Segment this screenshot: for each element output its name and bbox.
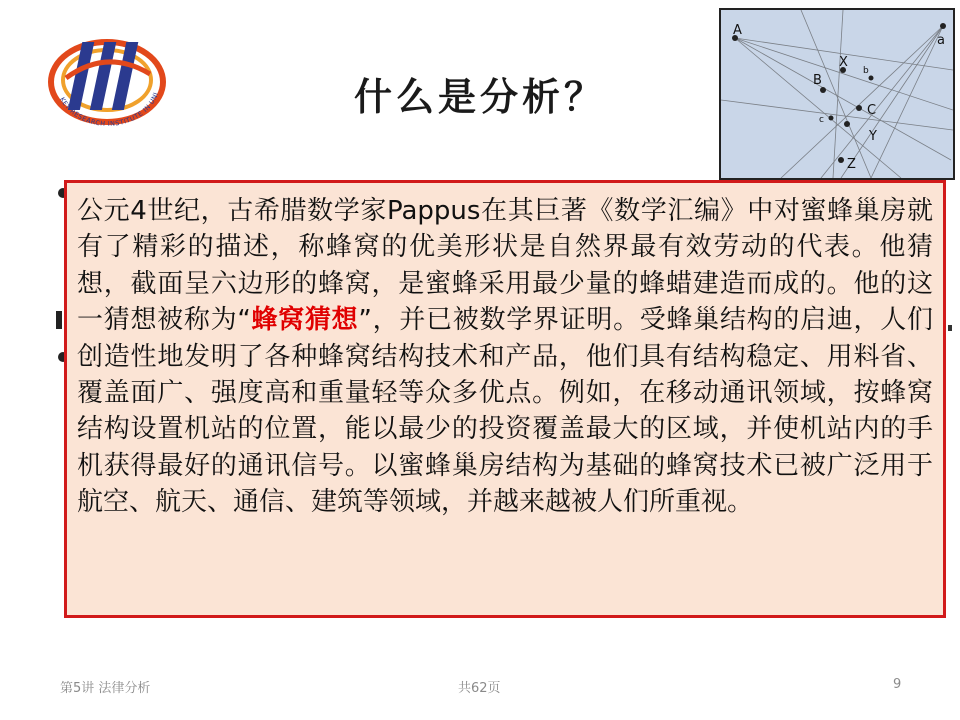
footer-lecture: 第5讲 法律分析 (60, 681, 151, 696)
point-label: X (839, 55, 848, 70)
honeycomb-callout (64, 180, 946, 618)
footer-total-pages: 共62页 (458, 681, 501, 696)
obscured-slide-text (946, 313, 958, 343)
logo-arc-text: KEY RESEARCH INSTITUTE IN UNI (58, 91, 161, 128)
point-label: b (863, 66, 869, 76)
point-label: c (819, 115, 824, 125)
point-label: Y (869, 129, 877, 144)
point-label: C (867, 103, 877, 118)
footer-page-number: 9 (893, 677, 902, 692)
honeycomb-conjecture-highlight: 蜂窝猜想 (250, 305, 359, 336)
point-label: A (733, 23, 742, 38)
point-label: a (937, 33, 945, 48)
callout-paragraph (77, 193, 933, 521)
callout-text-after: ”，并已被数学界证明。受蜂巢结构的启迪，人们创造性地发明了各种蜂窝结构技术和产品，他们具有结构稳定、用料省、覆盖面广、强度高和重量轻等众多优点。例如，在移动通讯领域，按蜂窝结构设置机站的位置，能以最少的投资覆盖最大的区域，并使机站内的手机获得最好的通讯信号。以蜜蜂巢房结构为基础的蜂窝技术已被广泛用于航空、航天、通信、建筑等领域，并越来越被人们所重视。 (77, 305, 933, 518)
point-label: Z (847, 157, 856, 172)
university-logo (44, 34, 170, 130)
slide-title: 什么是分析？ (353, 75, 606, 119)
callout-text-before: 公元4世纪，古希腊数学家Pappus在其巨著《数学汇编》中对蜜蜂巢房就有了精彩的描述，称蜂窝的优美形状是自然界最有效劳动的代表。他猜想，截面呈六边形的蜂窝，是蜜蜂采用最少量的蜂蜡建造而成的。他的这一猜想被称为“ (77, 196, 933, 336)
point-label: B (813, 73, 822, 88)
obscured-slide-text (46, 307, 64, 337)
geometry-figure (719, 8, 955, 180)
